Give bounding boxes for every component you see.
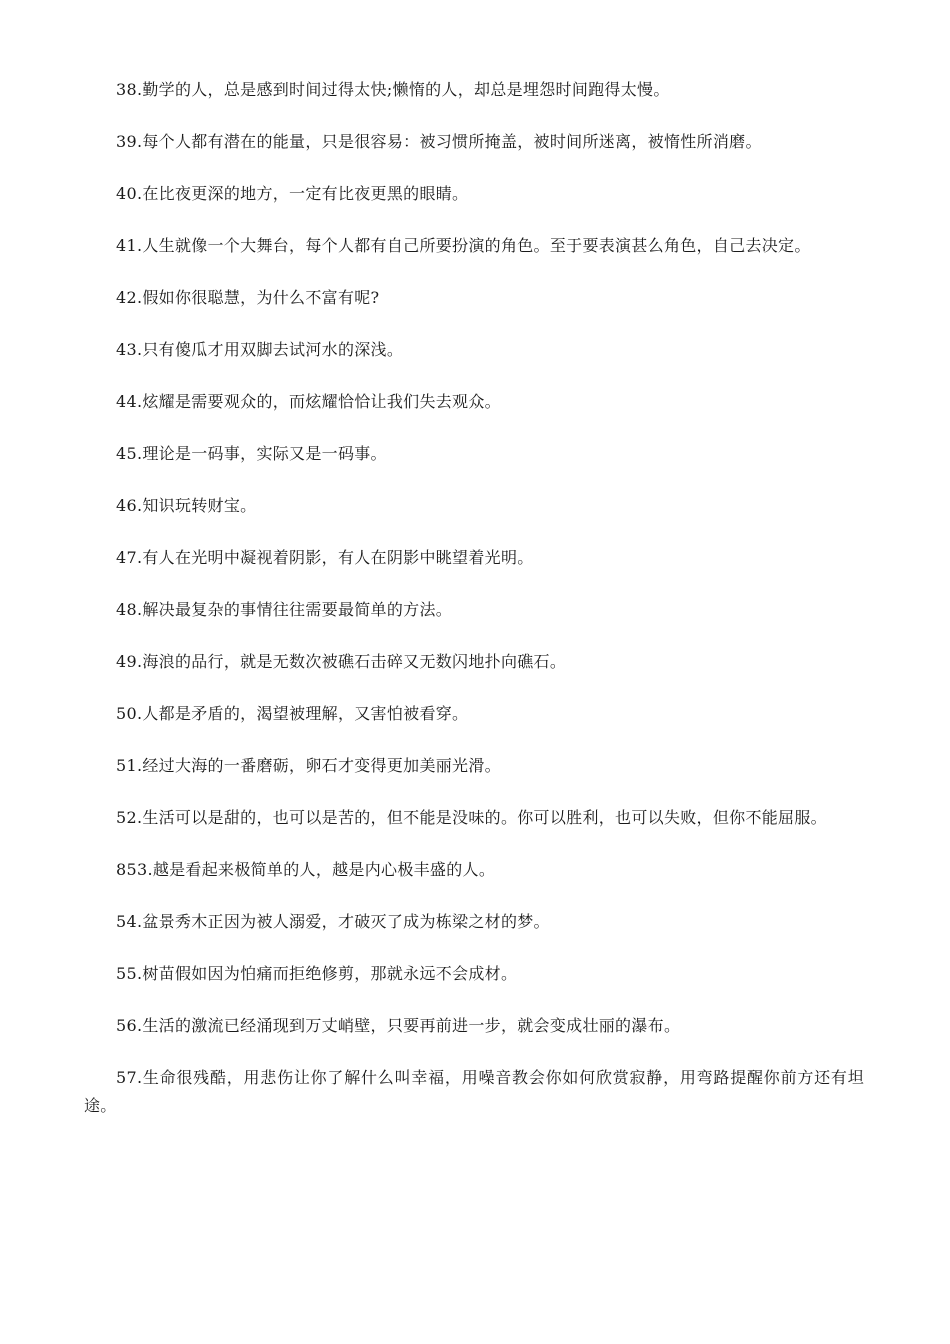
quote-52: 52.生活可以是甜的，也可以是苦的，但不能是没味的。你可以胜利，也可以失败，但你不能屈服。 (116, 808, 827, 827)
quote-48: 48.解决最复杂的事情往往需要最简单的方法。 (116, 600, 453, 619)
quote-51: 51.经过大海的一番磨砺，卵石才变得更加美丽光滑。 (116, 756, 501, 775)
quote-54: 54.盆景秀木正因为被人溺爱，才破灭了成为栋梁之材的梦。 (116, 912, 550, 931)
quote-45: 45.理论是一码事，实际又是一码事。 (116, 444, 387, 463)
quote-53: 853.越是看起来极简单的人，越是内心极丰盛的人。 (116, 860, 496, 879)
quote-49: 49.海浪的品行，就是无数次被礁石击碎又无数闪地扑向礁石。 (116, 652, 567, 671)
quote-55: 55.树苗假如因为怕痛而拒绝修剪，那就永远不会成材。 (116, 964, 518, 983)
quote-38: 38.勤学的人，总是感到时间过得太快;懒惰的人，却总是埋怨时间跑得太慢。 (116, 80, 670, 99)
quote-50: 50.人都是矛盾的，渴望被理解，又害怕被看穿。 (116, 704, 469, 723)
quote-43: 43.只有傻瓜才用双脚去试河水的深浅。 (116, 340, 404, 359)
quote-46: 46.知识玩转财宝。 (116, 496, 257, 515)
quote-57: 57.生命很残酷，用悲伤让你了解什么叫幸福，用噪音教会你如何欣赏寂静，用弯路提醒你前方还有坦途。 (84, 1068, 864, 1115)
quote-40: 40.在比夜更深的地方，一定有比夜更黑的眼睛。 (116, 184, 469, 203)
quote-39: 39.每个人都有潜在的能量，只是很容易：被习惯所掩盖，被时间所迷离，被惰性所消磨。 (116, 132, 762, 151)
quote-44: 44.炫耀是需要观众的，而炫耀恰恰让我们失去观众。 (116, 392, 501, 411)
quote-47: 47.有人在光明中凝视着阴影，有人在阴影中眺望着光明。 (116, 548, 534, 567)
quote-42: 42.假如你很聪慧，为什么不富有呢? (116, 288, 380, 307)
document-page (84, 76, 864, 1144)
quote-56: 56.生活的激流已经涌现到万丈峭壁，只要再前进一步，就会变成壮丽的瀑布。 (116, 1016, 681, 1035)
quote-41: 41.人生就像一个大舞台，每个人都有自己所要扮演的角色。至于要表演甚么角色，自己去决定。 (116, 236, 811, 255)
